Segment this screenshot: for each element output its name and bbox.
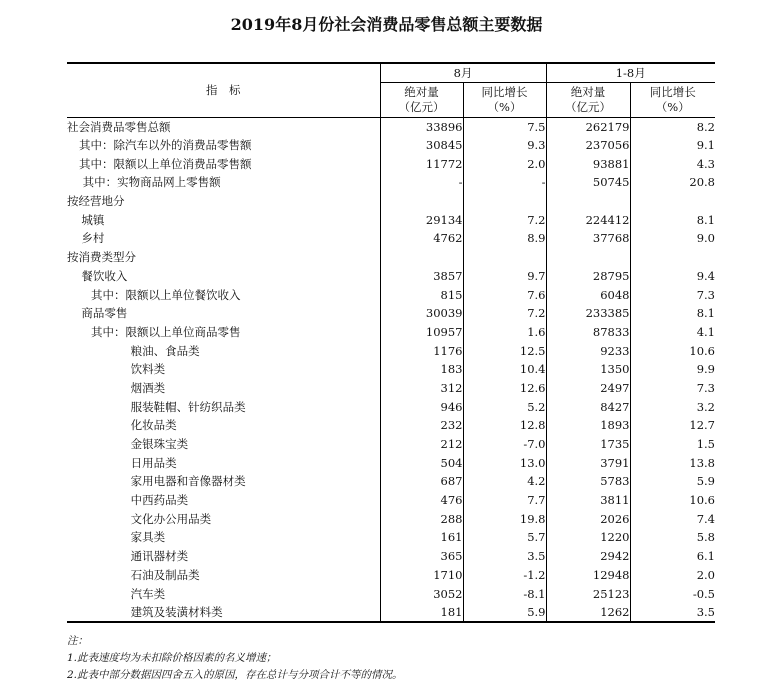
row-label: 文化办公用品类: [130, 511, 212, 526]
aug-absolute-cell: 312: [380, 379, 463, 398]
ytd-absolute-cell: 25123: [546, 585, 630, 604]
ytd-absolute-cell: 1350: [546, 360, 630, 379]
row-label: 烟酒类: [130, 380, 166, 395]
table-body: [67, 118, 715, 623]
aug-absolute-cell: [380, 248, 463, 267]
table-row: [67, 248, 715, 267]
row-label: 餐饮收入: [81, 268, 128, 283]
table-row: [67, 566, 715, 585]
row-label: 通讯器材类: [130, 549, 189, 564]
row-label: 石油及制品类: [130, 567, 200, 582]
row-label: 汽车类: [130, 586, 166, 601]
ytd-yoy-cell: 7.3: [630, 379, 715, 398]
ytd-absolute-cell: 93881: [546, 155, 630, 174]
ytd-yoy-cell: 7.3: [630, 286, 715, 305]
row-label: 其中：限额以上单位消费品零售额: [79, 156, 252, 171]
ytd-yoy-cell: [630, 248, 715, 267]
aug-absolute-cell: 3857: [380, 267, 463, 286]
ytd-absolute-cell: 1220: [546, 529, 630, 548]
ytd-yoy-cell: 9.1: [630, 136, 715, 155]
aug-yoy-cell: [463, 192, 546, 211]
ytd-absolute-cell: 9233: [546, 342, 630, 361]
ytd-yoy-cell: 20.8: [630, 174, 715, 193]
aug-yoy-cell: 1.6: [463, 323, 546, 342]
ytd-absolute-cell: 2497: [546, 379, 630, 398]
ytd-yoy-cell: 8.2: [630, 118, 715, 137]
row-label: 商品零售: [81, 306, 128, 321]
row-label: 化妆品类: [130, 418, 177, 433]
aug-absolute-cell: 1176: [380, 342, 463, 361]
row-label: 按消费类型分: [67, 250, 136, 265]
table-row: [67, 174, 715, 193]
ytd-absolute-cell: 237056: [546, 136, 630, 155]
ytd-absolute-cell: 224412: [546, 211, 630, 230]
table-row: [67, 491, 715, 510]
ytd-absolute-cell: 233385: [546, 304, 630, 323]
ytd-yoy-cell: 9.9: [630, 360, 715, 379]
ytd-absolute-cell: 3811: [546, 491, 630, 510]
table-row: [67, 379, 715, 398]
row-label: 饮料类: [130, 362, 166, 377]
aug-yoy-cell: 13.0: [463, 454, 546, 473]
row-label: 金银珠宝类: [130, 437, 189, 452]
ytd-yoy-cell: 4.3: [630, 155, 715, 174]
ytd-absolute-cell: 5783: [546, 473, 630, 492]
aug-yoy-cell: 3.5: [463, 547, 546, 566]
aug-absolute-cell: 476: [380, 491, 463, 510]
ytd-absolute-cell: 87833: [546, 323, 630, 342]
ytd-yoy-cell: 8.1: [630, 304, 715, 323]
row-label: 其中：限额以上单位商品零售: [91, 324, 241, 339]
aug-absolute-cell: 33896: [380, 118, 463, 137]
aug-yoy-cell: 9.3: [463, 136, 546, 155]
row-label: 服装鞋帽、针纺织品类: [130, 399, 246, 414]
ytd-absolute-cell: 3791: [546, 454, 630, 473]
ytd-absolute-cell: 1893: [546, 417, 630, 436]
note-item: 2.此表中部分数据因四舍五入的原因，存在总计与分项合计不等的情况。: [67, 669, 403, 681]
aug-absolute-cell: 212: [380, 435, 463, 454]
aug-yoy-cell: 5.2: [463, 398, 546, 417]
aug-absolute-cell: 183: [380, 360, 463, 379]
row-label: 城镇: [81, 212, 105, 227]
ytd-yoy-cell: 3.5: [630, 603, 715, 622]
august-header: 8月: [380, 63, 546, 83]
aug-absolute-cell: [380, 192, 463, 211]
aug-yoy-cell: 12.8: [463, 417, 546, 436]
aug-yoy-cell: 5.9: [463, 603, 546, 622]
row-label: 家具类: [130, 530, 166, 545]
ytd-absolute-cell: [546, 192, 630, 211]
table-row: [67, 155, 715, 174]
ytd-absolute-cell: 1262: [546, 603, 630, 622]
aug-absolute-cell: 30845: [380, 136, 463, 155]
aug-absolute-cell: 29134: [380, 211, 463, 230]
aug-yoy-cell: 2.0: [463, 155, 546, 174]
ytd-absolute-cell: 6048: [546, 286, 630, 305]
ytd-yoy-cell: 5.8: [630, 529, 715, 548]
aug-yoy-cell: 7.5: [463, 118, 546, 137]
ytd-absolute-cell: 8427: [546, 398, 630, 417]
ytd-yoy-cell: 10.6: [630, 342, 715, 361]
ytd-yoy-cell: 9.4: [630, 267, 715, 286]
aug-absolute-cell: 288: [380, 510, 463, 529]
aug-absolute-cell: 687: [380, 473, 463, 492]
ytd-absolute-cell: 1735: [546, 435, 630, 454]
ytd-absolute-cell: 2942: [546, 547, 630, 566]
ytd-yoy-cell: 10.6: [630, 491, 715, 510]
row-label: 按经营地分: [67, 194, 125, 209]
table-row: [67, 585, 715, 604]
table-row: [67, 398, 715, 417]
table-row: [67, 510, 715, 529]
ytd-yoy-cell: -0.5: [630, 585, 715, 604]
aug-absolute-cell: 4762: [380, 230, 463, 249]
ytd-yoy-cell: 3.2: [630, 398, 715, 417]
aug-yoy-cell: 7.2: [463, 304, 546, 323]
aug-yoy-cell: [463, 248, 546, 267]
table-row: [67, 417, 715, 436]
ytd-yoy-cell: 6.1: [630, 547, 715, 566]
ytd-absolute-cell: [546, 248, 630, 267]
aug-yoy-cell: -1.2: [463, 566, 546, 585]
aug-absolute-cell: 181: [380, 603, 463, 622]
aug-yoy-cell: -7.0: [463, 435, 546, 454]
aug-absolute-cell: -: [380, 174, 463, 193]
aug-yoy-cell: 8.9: [463, 230, 546, 249]
aug-absolute-cell: 504: [380, 454, 463, 473]
row-label: 乡村: [81, 231, 105, 246]
ytd-absolute-cell: 262179: [546, 118, 630, 137]
ytd-absolute-cell: 37768: [546, 230, 630, 249]
aug-absolute-header: 绝对量 （亿元）: [380, 83, 463, 118]
ytd-yoy-cell: 1.5: [630, 435, 715, 454]
aug-absolute-cell: 946: [380, 398, 463, 417]
aug-absolute-cell: 232: [380, 417, 463, 436]
ytd-absolute-cell: 28795: [546, 267, 630, 286]
aug-absolute-cell: 365: [380, 547, 463, 566]
table-row: [67, 267, 715, 286]
aug-yoy-cell: 12.5: [463, 342, 546, 361]
table-row: [67, 304, 715, 323]
table-row: [67, 547, 715, 566]
table-row: [67, 230, 715, 249]
table-row: [67, 211, 715, 230]
ytd-absolute-header: 绝对量 （亿元）: [546, 83, 630, 118]
row-label: 家用电器和音像器材类: [130, 474, 246, 489]
aug-absolute-cell: 30039: [380, 304, 463, 323]
table-row: [67, 323, 715, 342]
ytd-yoy-cell: 8.1: [630, 211, 715, 230]
ytd-absolute-cell: 2026: [546, 510, 630, 529]
aug-yoy-cell: 12.6: [463, 379, 546, 398]
aug-absolute-cell: 815: [380, 286, 463, 305]
aug-yoy-cell: 7.7: [463, 491, 546, 510]
notes: [67, 633, 403, 684]
ytd-yoy-cell: 9.0: [630, 230, 715, 249]
row-label: 社会消费品零售总额: [67, 119, 171, 134]
aug-yoy-cell: 5.7: [463, 529, 546, 548]
aug-yoy-cell: 4.2: [463, 473, 546, 492]
ytd-yoy-cell: 13.8: [630, 454, 715, 473]
aug-absolute-cell: 10957: [380, 323, 463, 342]
aug-yoy-cell: 7.6: [463, 286, 546, 305]
row-label: 中西药品类: [130, 493, 189, 508]
note-item: 1.此表速度均为未扣除价格因素的名义增速；: [67, 652, 277, 664]
table-row: [67, 435, 715, 454]
table-row: [67, 603, 715, 622]
notes-label: 注：: [67, 635, 88, 647]
aug-yoy-cell: 19.8: [463, 510, 546, 529]
aug-absolute-cell: 161: [380, 529, 463, 548]
indicator-header: 指 标: [67, 63, 380, 118]
aug-yoy-cell: -8.1: [463, 585, 546, 604]
aug-absolute-cell: 11772: [380, 155, 463, 174]
table-row: [67, 342, 715, 361]
table-row: [67, 473, 715, 492]
retail-sales-table: [67, 62, 715, 623]
row-label: 其中：实物商品网上零售额: [82, 175, 221, 190]
ytd-header: 1-8月: [546, 63, 715, 83]
row-label: 其中：限额以上单位餐饮收入: [91, 287, 241, 302]
row-label: 其中：除汽车以外的消费品零售额: [79, 138, 252, 153]
table-row: [67, 136, 715, 155]
table-row: [67, 360, 715, 379]
ytd-yoy-cell: 4.1: [630, 323, 715, 342]
table-row: [67, 529, 715, 548]
ytd-absolute-cell: 50745: [546, 174, 630, 193]
table-row: [67, 118, 715, 137]
ytd-yoy-cell: 2.0: [630, 566, 715, 585]
aug-yoy-cell: -: [463, 174, 546, 193]
row-label: 粮油、食品类: [130, 343, 200, 358]
aug-absolute-cell: 1710: [380, 566, 463, 585]
ytd-yoy-cell: 5.9: [630, 473, 715, 492]
table-row: [67, 192, 715, 211]
ytd-yoy-header: 同比增长 （%）: [630, 83, 715, 118]
page-title: 2019年8月份社会消费品零售总额主要数据: [230, 15, 543, 34]
ytd-yoy-cell: 7.4: [630, 510, 715, 529]
aug-yoy-header: 同比增长 （%）: [463, 83, 546, 118]
aug-yoy-cell: 7.2: [463, 211, 546, 230]
ytd-absolute-cell: 12948: [546, 566, 630, 585]
aug-yoy-cell: 9.7: [463, 267, 546, 286]
row-label: 日用品类: [130, 455, 177, 470]
table-row: [67, 286, 715, 305]
table-row: [67, 454, 715, 473]
row-label: 建筑及装潢材料类: [67, 603, 380, 622]
ytd-yoy-cell: [630, 192, 715, 211]
aug-yoy-cell: 10.4: [463, 360, 546, 379]
aug-absolute-cell: 3052: [380, 585, 463, 604]
ytd-yoy-cell: 12.7: [630, 417, 715, 436]
